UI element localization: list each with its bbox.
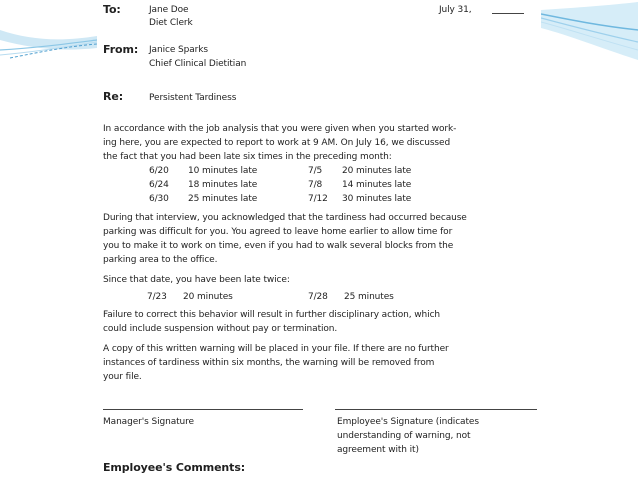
tardy-date: 6/20 bbox=[149, 166, 169, 176]
paragraph-line: During that interview, you acknowledged that the tardiness had occurred because bbox=[103, 213, 467, 223]
to-name: Jane Doe bbox=[149, 5, 189, 15]
paragraph-line: you to make it to work on time, even if you had to walk several blocks from the bbox=[103, 241, 454, 251]
tardy-date: 6/30 bbox=[149, 194, 169, 204]
paragraph-line: ing here, you are expected to report to work at 9 AM. On July 16, we discussed bbox=[103, 138, 451, 148]
manager-signature-line bbox=[103, 409, 303, 410]
tardy-date: 7/12 bbox=[308, 194, 328, 204]
employee-signature-label: Employee's Signature (indicates bbox=[337, 417, 479, 427]
paragraph-line: the fact that you had been late six times in the preceding month: bbox=[103, 152, 392, 162]
late-minutes: 20 minutes bbox=[183, 292, 233, 302]
re-label: Re: bbox=[103, 90, 124, 103]
tardy-minutes: 20 minutes late bbox=[342, 166, 412, 176]
paragraph-line: your file. bbox=[103, 372, 142, 382]
to-label: To: bbox=[103, 3, 121, 16]
tardy-date: 7/8 bbox=[308, 180, 323, 190]
late-minutes: 25 minutes bbox=[344, 292, 394, 302]
from-title: Chief Clinical Dietitian bbox=[149, 59, 247, 69]
paragraph-line: In accordance with the job analysis that you were given when you started work- bbox=[103, 124, 457, 134]
decorative-swoosh-left bbox=[0, 0, 97, 479]
tardy-date: 6/24 bbox=[149, 180, 169, 190]
tardy-minutes: 10 minutes late bbox=[188, 166, 258, 176]
paragraph-line: Failure to correct this behavior will result in further disciplinary action, which bbox=[103, 310, 441, 320]
paragraph-line: could include suspension without pay or termination. bbox=[103, 324, 338, 334]
tardy-date: 7/5 bbox=[308, 166, 323, 176]
tardy-minutes: 30 minutes late bbox=[342, 194, 412, 204]
tardy-minutes: 25 minutes late bbox=[188, 194, 258, 204]
manager-signature-label: Manager's Signature bbox=[103, 417, 194, 427]
paragraph-line: parking was difficult for you. You agreed to leave home earlier to allow time for bbox=[103, 227, 453, 237]
date-blank-line bbox=[492, 13, 524, 14]
re-subject: Persistent Tardiness bbox=[149, 93, 237, 103]
from-label: From: bbox=[103, 43, 139, 56]
memo-document bbox=[97, 0, 541, 479]
tardy-minutes: 14 minutes late bbox=[342, 180, 412, 190]
employee-comments-label: Employee's Comments: bbox=[103, 461, 246, 474]
paragraph-line: instances of tardiness within six months, the warning will be removed from bbox=[103, 358, 435, 368]
late-date: 7/23 bbox=[147, 292, 167, 302]
paragraph-line: Since that date, you have been late twice: bbox=[103, 275, 290, 285]
memo-date: July 31, bbox=[439, 5, 472, 15]
paragraph-line: parking area to the office. bbox=[103, 255, 218, 265]
late-date: 7/28 bbox=[308, 292, 328, 302]
employee-signature-note: agreement with it) bbox=[337, 445, 419, 455]
paragraph-line: A copy of this written warning will be placed in your file. If there are no further bbox=[103, 344, 449, 354]
decorative-swoosh-right bbox=[541, 0, 638, 479]
to-title: Diet Clerk bbox=[149, 18, 193, 28]
employee-signature-line bbox=[335, 409, 537, 410]
tardy-minutes: 18 minutes late bbox=[188, 180, 258, 190]
employee-signature-note: understanding of warning, not bbox=[337, 431, 471, 441]
from-name: Janice Sparks bbox=[149, 45, 208, 55]
